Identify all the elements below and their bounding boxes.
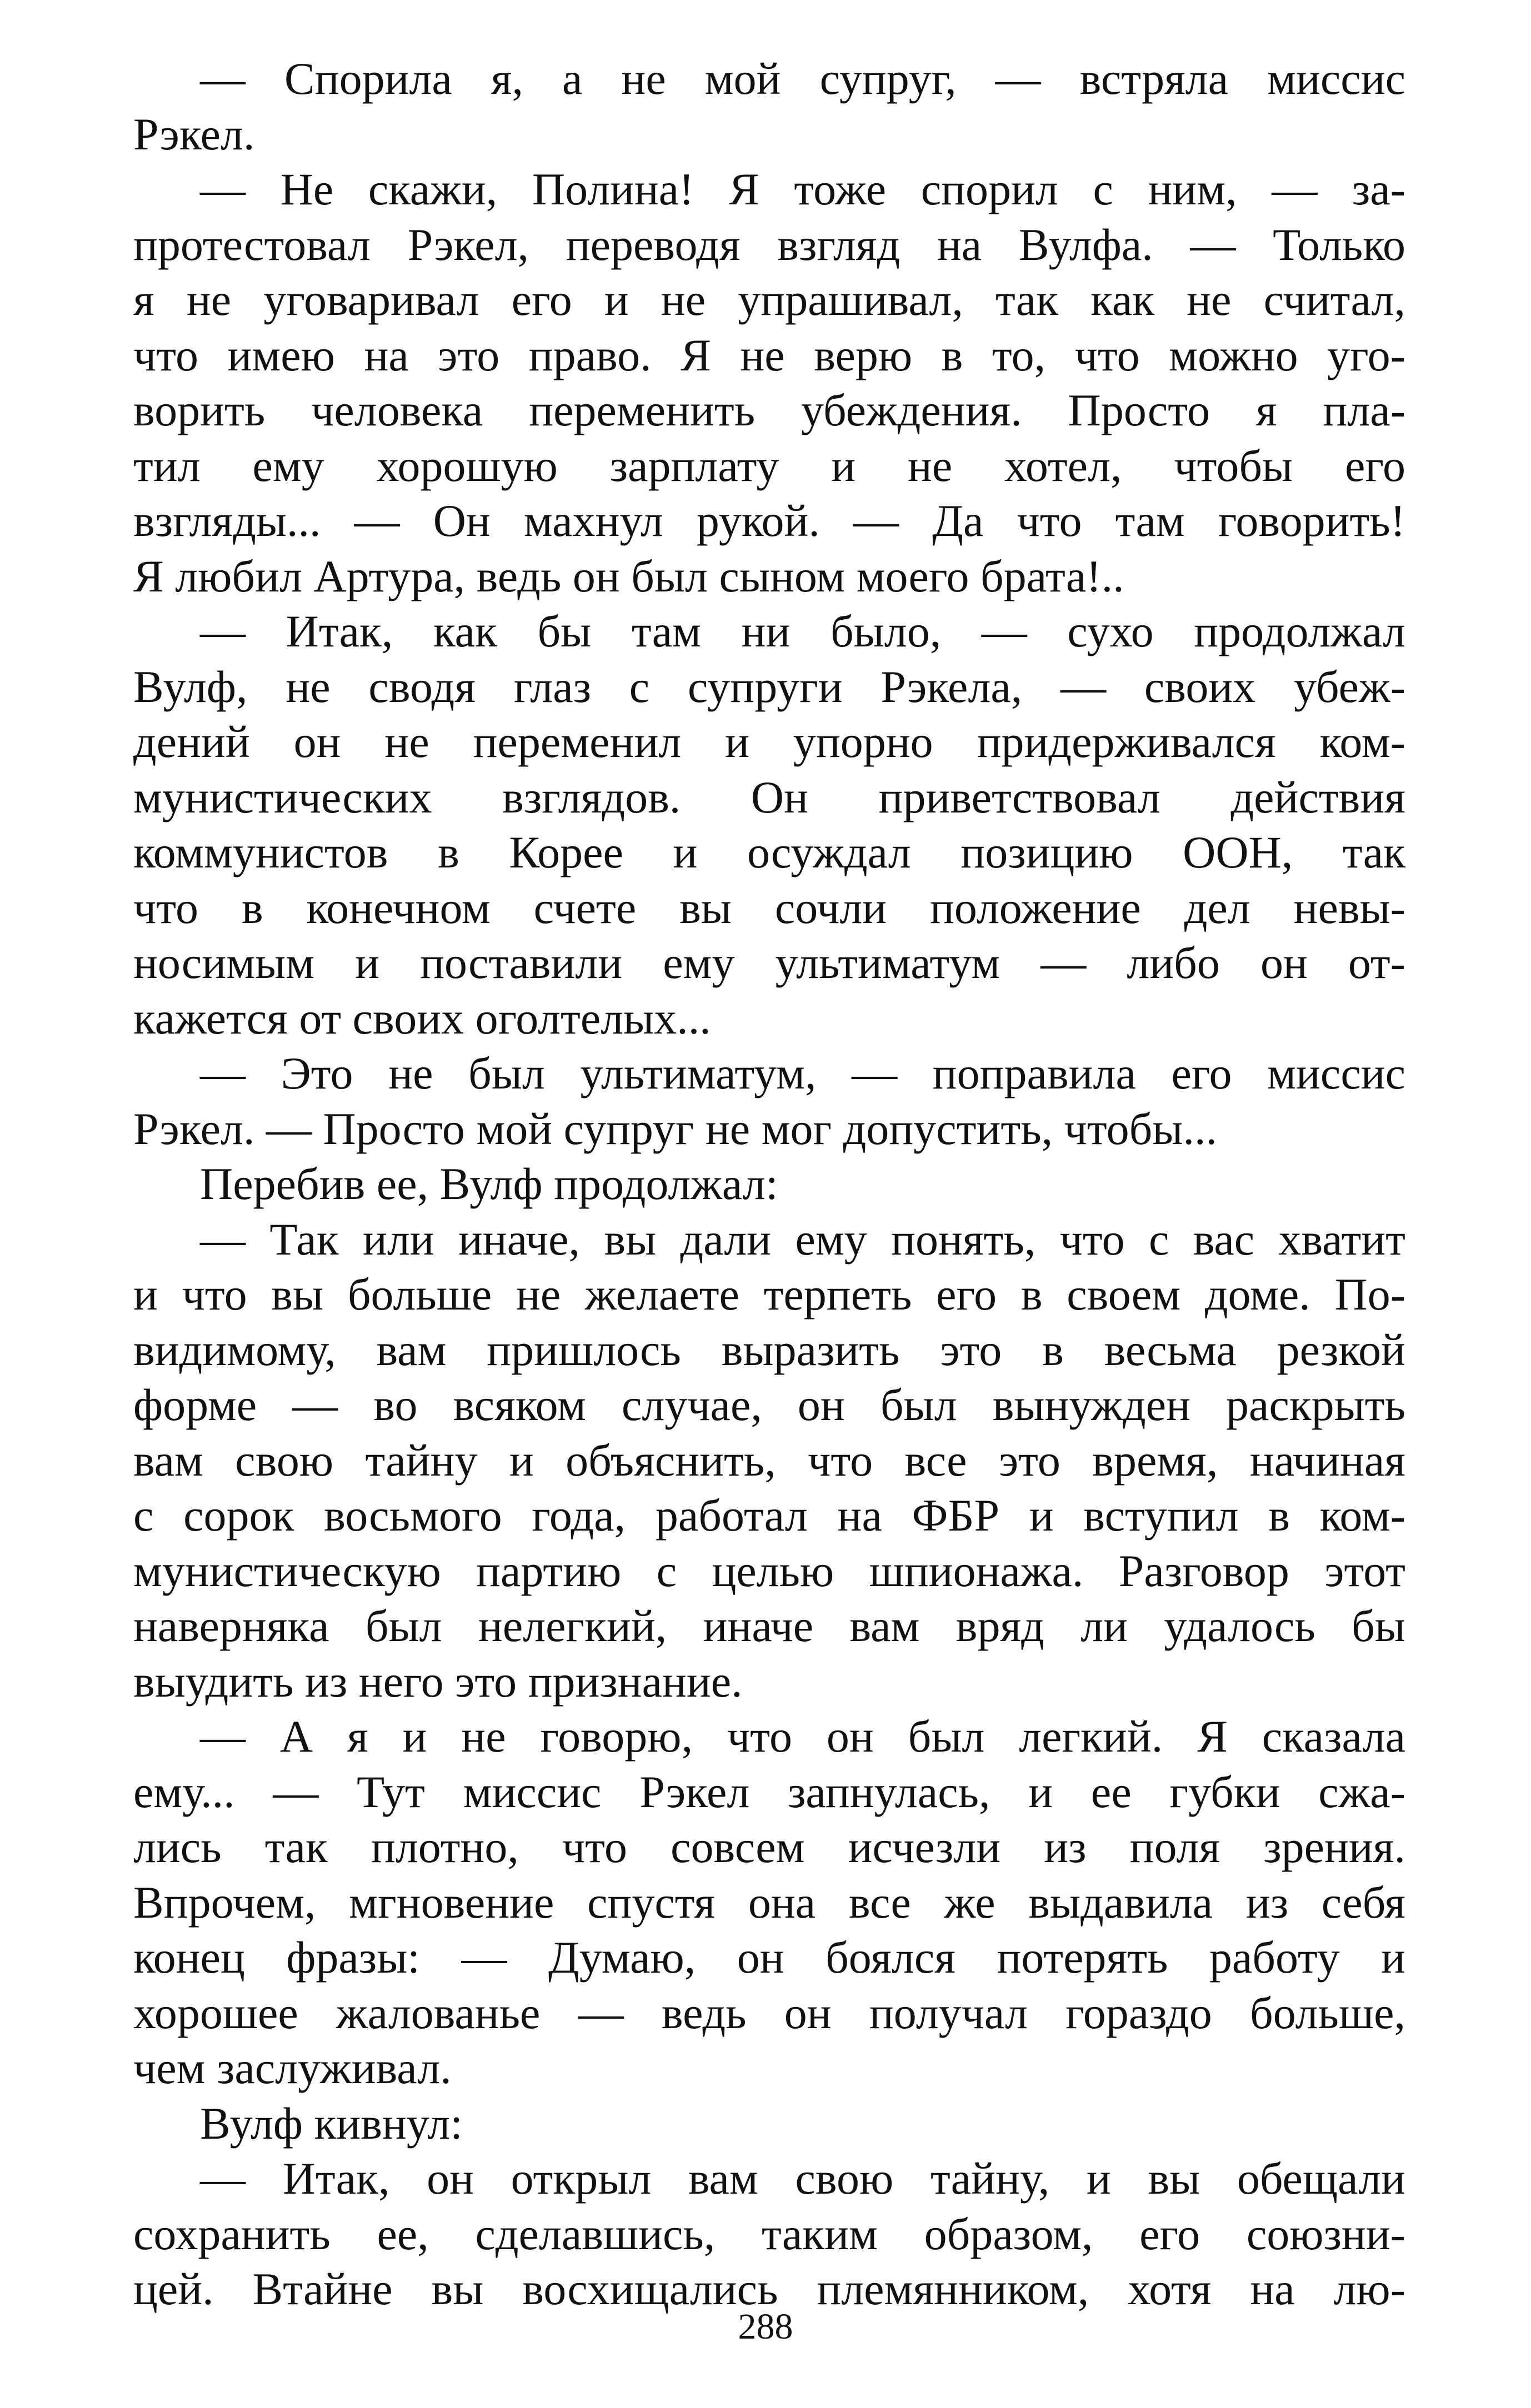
text-line: — Итак, как бы там ни было, — сухо продолжал — [200, 606, 1405, 656]
text-line: с сорок восьмого года, работал на ФБР и вступил в ком- — [133, 1490, 1405, 1541]
text-line: ворить человека переменить убеждения. Просто я пла- — [133, 385, 1405, 435]
text-line: Рэкел. — [133, 108, 255, 159]
page-number: 288 — [738, 2306, 793, 2347]
text-line: взгляды... — Он махнул рукой. — Да что там говорить! — [133, 495, 1405, 546]
text-line: хорошее жалованье — ведь он получал гораздо больше, — [133, 1987, 1405, 2038]
text-line: кажется от своих оголтелых... — [133, 992, 711, 1044]
text-line: — А я и не говорю, что он был легкий. Я сказала — [200, 1711, 1405, 1762]
text-line: ему... — Тут миссис Рэкел запнулась, и ее губки сжа- — [133, 1766, 1405, 1817]
text-line: цей. Втайне вы восхищались племянником, хотя на лю- — [133, 2264, 1405, 2314]
text-line: — Это не был ультиматум, — поправила его миссис — [200, 1048, 1405, 1098]
text-line: мунистических взглядов. Он приветствовал действия — [133, 771, 1405, 822]
text-line: — Спорила я, а не мой супруг, — встряла миссис — [200, 53, 1405, 104]
text-line: — Так или иначе, вы дали ему понять, что с вас хватит — [200, 1213, 1405, 1265]
text-line: Впрочем, мгновение спустя она все же выдавила из себя — [133, 1877, 1405, 1928]
text-line: что имею на это право. Я не верю в то, что можно уго- — [133, 329, 1405, 380]
text-line: выудить из него это признание. — [133, 1656, 743, 1707]
text-line: и что вы больше не желаете терпеть его в своем доме. По- — [133, 1269, 1405, 1320]
text-line: я не уговаривал его и не упрашивал, так как не считал, — [133, 274, 1405, 325]
text-line: коммунистов в Корее и осуждал позицию ООН, так — [133, 827, 1405, 877]
text-line: Рэкел. — Просто мой супруг не мог допустить, чтобы... — [133, 1103, 1217, 1154]
text-line: — Не скажи, Полина! Я тоже спорил с ним, — за- — [200, 164, 1405, 214]
text-line: чем заслуживал. — [133, 2043, 452, 2093]
text-line: форме — во всяком случае, он был вынужден раскрыть — [133, 1379, 1405, 1430]
text-line: лись так плотно, что совсем исчезли из поля зрения. — [133, 1822, 1405, 1872]
text-line: Я любил Артура, ведь он был сыном моего брата!.. — [133, 550, 1124, 601]
page-body — [133, 51, 1405, 2317]
text-line: протестовал Рэкел, переводя взгляд на Вулфа. — Только — [133, 219, 1405, 270]
text-line: дений он не переменил и упорно придерживался ком- — [133, 716, 1405, 767]
text-line: сохранить ее, сделавшись, таким образом, его союзни- — [133, 2208, 1405, 2259]
text-line: что в конечном счете вы сочли положение дел невы- — [133, 882, 1405, 933]
text-line: Вулф, не сводя глаз с супруги Рэкела, — своих убеж- — [133, 661, 1405, 712]
text-line: носимым и поставили ему ультиматум — либо он от- — [133, 937, 1405, 988]
text-line: мунистическую партию с целью шпионажа. Разговор этот — [133, 1545, 1405, 1596]
text-line: Вулф кивнул: — [200, 2098, 463, 2149]
text-line: конец фразы: — Думаю, он боялся потерять работу и — [133, 1932, 1405, 1983]
text-line: наверняка был нелегкий, иначе вам вряд ли удалось бы — [133, 1601, 1405, 1651]
text-line: вам свою тайну и объяснить, что все это время, начиная — [133, 1434, 1405, 1486]
text-line: тил ему хорошую зарплату и не хотел, чтобы его — [133, 440, 1405, 491]
text-line: видимому, вам пришлось выразить это в весьма резкой — [133, 1324, 1405, 1375]
text-line: — Итак, он открыл вам свою тайну, и вы обещали — [200, 2153, 1405, 2204]
text-line: Перебив ее, Вулф продолжал: — [200, 1158, 778, 1209]
